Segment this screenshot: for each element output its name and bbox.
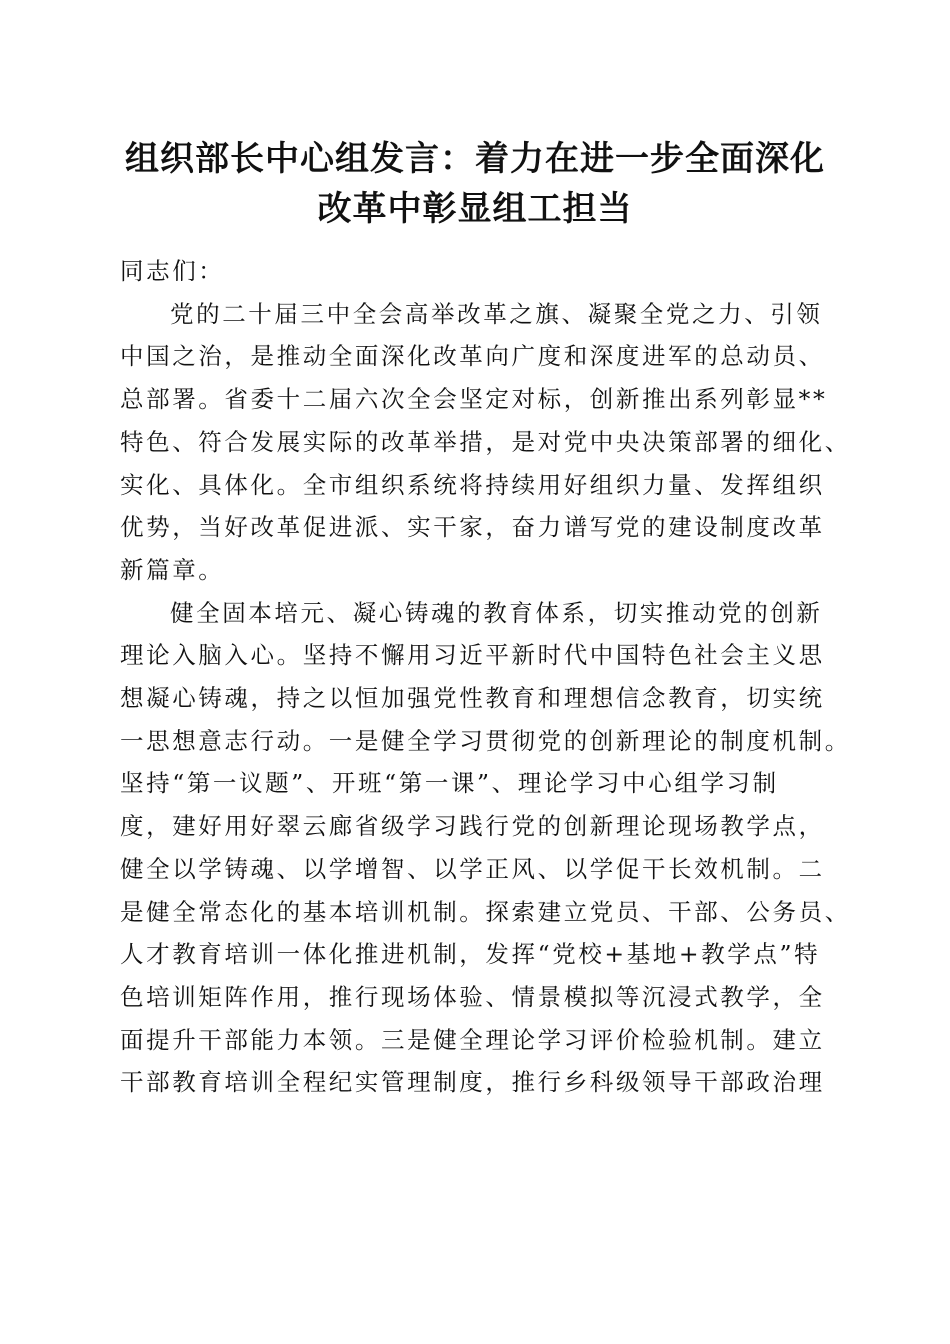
text-line: 特色、符合发展实际的改革举措，是对党中央决策部署的细化、 [120, 427, 851, 456]
text-line: 坚持“第一议题”、开班“第一课”、理论学习中心组学习制 [120, 769, 779, 798]
paragraph-1 [120, 293, 851, 592]
document-title [100, 134, 850, 234]
text-line: 人才教育培训一体化推进机制，发挥“党校+基地+教学点”特 [120, 940, 821, 969]
title-line-1: 组织部长中心组发言：着力在进一步全面深化 [125, 139, 825, 179]
title-line-2: 改革中彰显组工担当 [317, 189, 633, 229]
text-line: 优势，当好改革促进派、实干家，奋力谱写党的建设制度改革 [120, 513, 825, 542]
text-line: 健全以学铸魂、以学增智、以学正风、以学促干长效机制。二 [120, 854, 825, 883]
text-line: 总部署。省委十二届六次全会坚定对标，创新推出系列彰显** [120, 385, 828, 414]
text-line: 想凝心铸魂，持之以恒加强党性教育和理想信念教育，切实统 [120, 684, 825, 713]
text-line: 理论入脑入心。坚持不懈用习近平新时代中国特色社会主义思 [120, 641, 825, 670]
text-line: 中国之治，是推动全面深化改革向广度和深度进军的总动员、 [120, 342, 825, 371]
text-line: 度，建好用好翠云廊省级学习践行党的创新理论现场教学点， [120, 812, 825, 841]
text-line: 是健全常态化的基本培训机制。探索建立党员、干部、公务员、 [120, 897, 851, 926]
greeting: 同志们： [120, 257, 225, 285]
text-line: 色培训矩阵作用，推行现场体验、情景模拟等沉浸式教学，全 [120, 982, 825, 1011]
text-line: 一思想意志行动。一是健全学习贯彻党的创新理论的制度机制。 [120, 726, 851, 755]
text-line: 面提升干部能力本领。三是健全理论学习评价检验机制。建立 [120, 1025, 825, 1054]
text-line: 党的二十届三中全会高举改革之旗、凝聚全党之力、引领 [170, 299, 823, 328]
document-body [120, 250, 851, 1104]
paragraph-2 [120, 592, 851, 1104]
text-line: 新篇章。 [120, 555, 225, 584]
text-line: 干部教育培训全程纪实管理制度，推行乡科级领导干部政治理 [120, 1068, 825, 1097]
text-line: 健全固本培元、凝心铸魂的教育体系，切实推动党的创新 [170, 598, 823, 627]
text-line: 实化、具体化。全市组织系统将持续用好组织力量、发挥组织 [120, 470, 825, 499]
